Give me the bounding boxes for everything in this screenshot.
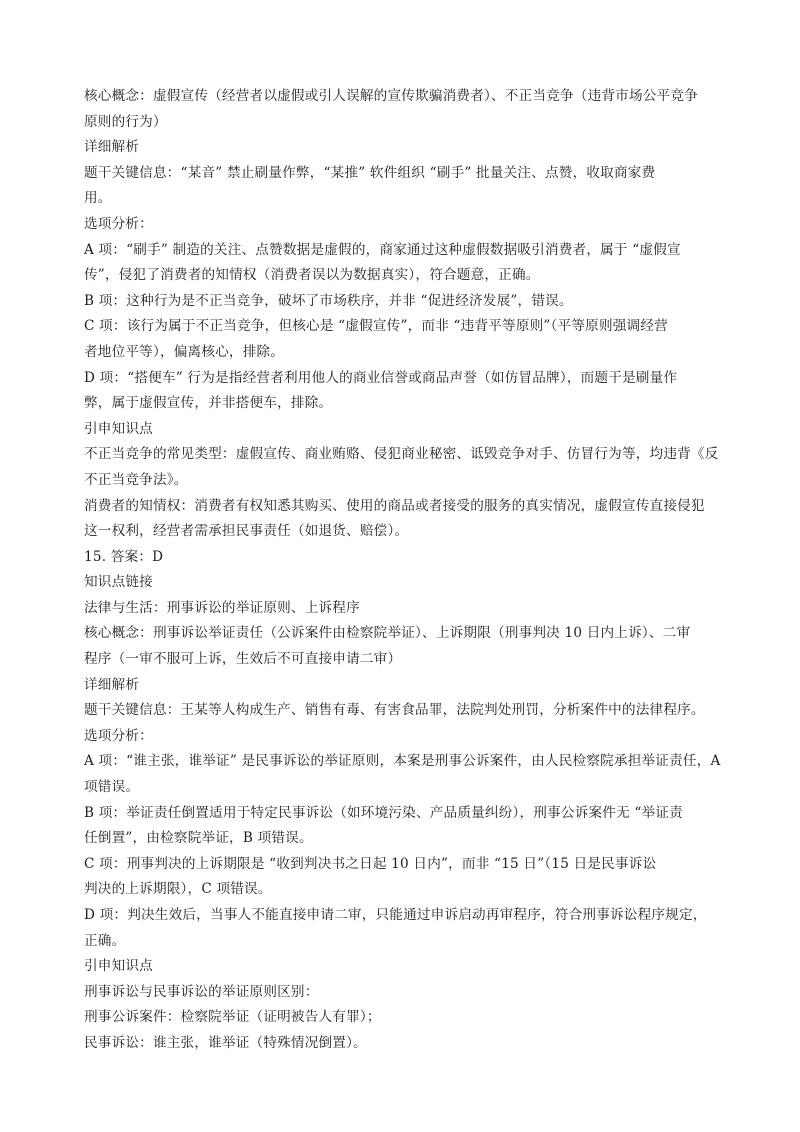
text-line: 不正当竞争的常见类型：虚假宣传、商业贿赂、侵犯商业秘密、诋毁竞争对手、仿冒行为等，均违背《反: [84, 446, 719, 463]
text-line: 用。: [84, 190, 112, 207]
text-line: 项错误。: [84, 779, 140, 796]
section-heading: 引申知识点: [84, 958, 153, 975]
text-line: 题干关键信息：王某等人构成生产、销售有毒、有害食品罪，法院判处刑罚，分析案件中的法律程序。: [84, 702, 705, 719]
text-line: 者地位平等），偏离核心，排除。: [84, 343, 285, 360]
text-line: 正确。: [84, 932, 126, 949]
text-line: 核心概念：刑事诉讼举证责任（公诉案件由检察院举证）、上诉期限（刑事判决 10 日内上诉）、二审: [84, 625, 691, 642]
text-line: 任倒置”，由检察院举证，B 项错误。: [84, 830, 313, 847]
text-line: 原则的行为）: [84, 113, 167, 130]
text-line: 题干关键信息：“某音” 禁止刷量作弊，“某推” 软件组织 “刷手” 批量关注、点赞，收取商家费: [84, 164, 656, 181]
section-heading: 详细解析: [84, 676, 140, 693]
text-line: 选项分析：: [84, 215, 153, 232]
text-line: B 项：这种行为是不正当竞争，破坏了市场秩序，并非 “促进经济发展”，错误。: [84, 292, 573, 309]
text-line: A 项：“刷手” 制造的关注、点赞数据是虚假的，商家通过这种虚假数据吸引消费者，属于 “虚假宣: [84, 241, 681, 258]
section-heading: 引申知识点: [84, 420, 153, 437]
text-line: 程序（一审不服可上诉，生效后不可直接申请二审）: [84, 651, 402, 668]
text-line: 刑事诉讼与民事诉讼的举证原则区别：: [84, 983, 319, 1000]
text-line: D 项：判决生效后，当事人不能直接申请二审，只能通过申诉启动再审程序，符合刑事诉讼程序规定，: [84, 907, 707, 923]
text-line: 民事诉讼：谁主张，谁举证（特殊情况倒置）。: [84, 1034, 367, 1051]
text-line: 刑事公诉案件：检察院举证（证明被告人有罪）；: [84, 1009, 381, 1026]
answer-line: 15. 答案：D: [84, 548, 164, 565]
text-line: B 项：举证责任倒置适用于特定民事诉讼（如环境污染、产品质量纠纷），刑事公诉案件无 “举证责: [84, 804, 683, 821]
text-line: 不正当竞争法》。: [84, 471, 188, 488]
text-line: 判决的上诉期限），C 项错误。: [84, 881, 272, 898]
text-line: A 项：“谁主张，谁举证” 是民事诉讼的举证原则，本案是刑事公诉案件，由人民检察院承担举证责任，A: [84, 753, 721, 770]
text-line: D 项：“搭便车” 行为是指经营者利用他人的商业信誉或商品声誉（如仿冒品牌），而题干是刷量作: [84, 369, 678, 386]
section-heading: 详细解析: [84, 139, 140, 156]
text-line: C 项：刑事判决的上诉期限是 “收到判决书之日起 10 日内”，而非 “15 日”（15 日是民事诉讼: [84, 855, 657, 872]
text-line: 核心概念：虚假宣传（经营者以虚假或引人误解的宣传欺骗消费者）、不正当竞争（违背市场公平竞争: [84, 88, 698, 104]
text-line: 消费者的知情权：消费者有权知悉其购买、使用的商品或者接受的服务的真实情况，虚假宣传直接侵犯: [84, 497, 705, 514]
document-body: [84, 84, 744, 1057]
text-line: 法律与生活：刑事诉讼的举证原则、上诉程序: [84, 599, 360, 616]
text-line: 选项分析：: [84, 727, 153, 744]
text-line: 这一权利，经营者需承担民事责任（如退货、赔偿）。: [84, 523, 409, 540]
text-line: 弊，属于虚假宣传，并非搭便车，排除。: [84, 395, 333, 412]
text-line: 传”，侵犯了消费者的知情权（消费者误以为数据真实），符合题意，正确。: [84, 267, 540, 284]
text-line: C 项：该行为属于不正当竞争，但核心是 “虚假宣传”，而非 “违背平等原则”（平等原则强调经营: [84, 318, 668, 335]
section-heading: 知识点链接: [84, 574, 153, 591]
